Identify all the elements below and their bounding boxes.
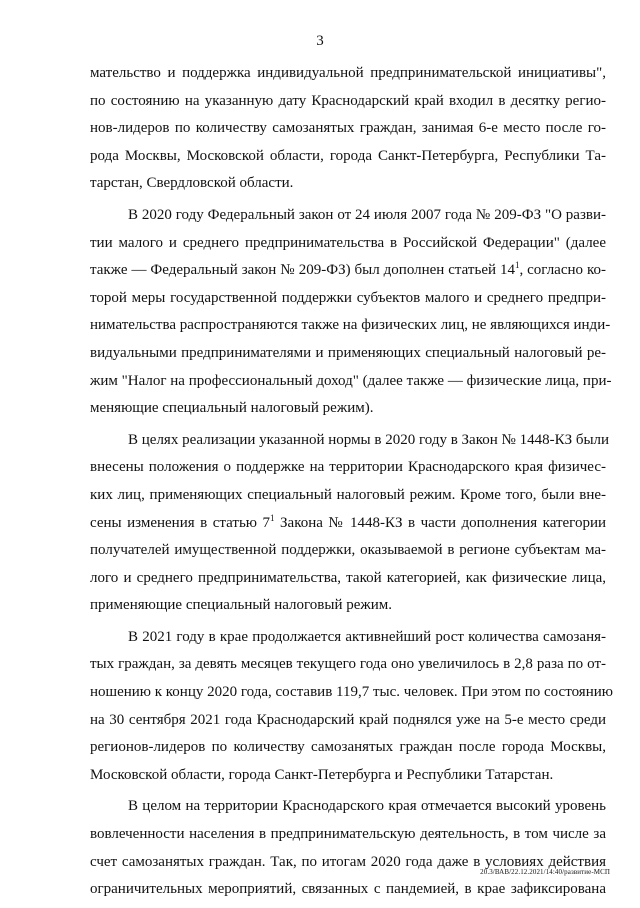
- text-line: В целях реализации указанной нормы в 2020 году в Закон № 1448-КЗ были: [128, 431, 610, 448]
- text-line: рода Москвы, Московской области, города Санкт-Петербурга, Республики Та-: [90, 147, 606, 164]
- text-line: меняющие специальный налоговый режим).: [90, 400, 374, 417]
- paragraph-1: [90, 60, 606, 198]
- text-line: вовлеченности населения в предпринимательскую деятельность, в том числе за: [90, 826, 606, 843]
- text-line: В целом на территории Краснодарского края отмечается высокий уровень: [128, 798, 606, 815]
- text-line: торой меры государственной поддержки субъектов малого и среднего предпри-: [90, 289, 606, 306]
- text-line: ких лиц, применяющих специальный налоговый режим. Кроме того, были вне-: [90, 486, 606, 503]
- text-line: регионов-лидеров по количеству самозанятых граждан после города Москвы,: [90, 739, 606, 756]
- article-superscript: 1: [514, 260, 520, 271]
- paragraph-3: [90, 427, 610, 620]
- page-number: 3: [316, 33, 324, 49]
- text-line: счет самозанятых граждан. Так, по итогам 2020 года даже в условиях действия: [90, 853, 606, 870]
- text-line: нов-лидеров по количеству самозанятых граждан, занимая 6-е место после го-: [90, 120, 606, 137]
- text-line: тых граждан, за девять месяцев текущего года оно увеличилось в 2,8 раза по от-: [90, 656, 606, 673]
- text-segment: сены изменения в статью 7: [90, 514, 271, 531]
- text-line: мательство и поддержка индивидуальной предпринимательской инициативы",: [90, 65, 606, 81]
- text-line: внесены положения о поддержке на территории Краснодарского края физичес-: [90, 459, 606, 476]
- text-line: жим "Налог на профессиональный доход" (далее также — физические лица, при-: [90, 372, 612, 389]
- text-line: ограничительных мероприятий, связанных с пандемией, в крае зафиксирована: [90, 881, 606, 898]
- text-segment: также — Федеральный закон № 209-ФЗ) был дополнен статьей 14: [90, 262, 515, 279]
- text-line: тии малого и среднего предпринимательства в Российской Федерации" (далее: [90, 234, 606, 251]
- article-superscript: 1: [270, 512, 275, 523]
- paragraph-4: [90, 624, 613, 790]
- text-line-with-superscript: [90, 257, 606, 285]
- text-segment: , согласно ко-: [519, 262, 606, 279]
- paragraph-2: [90, 202, 612, 423]
- text-line: ношению к концу 2020 года, составив 119,7 тыс. человек. При этом по состоянию: [90, 684, 613, 701]
- document-body: [90, 60, 613, 908]
- text-line: Московской области, города Санкт-Петербурга и Республики Татарстан.: [90, 766, 554, 783]
- text-line: нимательства распространяются также на физических лиц, не являющихся инди-: [90, 317, 611, 334]
- text-line: на 30 сентября 2021 года Краснодарский край поднялся уже на 5-е место среди: [90, 711, 606, 728]
- text-line: видуальными предпринимателями и применяющих специальный налоговый ре-: [90, 344, 606, 361]
- text-line: получателей имущественной поддержки, оказываемой в регионе субъектам ма-: [90, 542, 606, 559]
- text-line: лого и среднего предпринимательства, такой категорией, как физические лица,: [90, 569, 606, 586]
- text-line: тарстан, Свердловской области.: [90, 175, 294, 192]
- text-segment: Закона № 1448-КЗ в части дополнения категории: [274, 514, 607, 531]
- text-line: по состоянию на указанную дату Краснодарский край входил в десятку регио-: [90, 92, 606, 109]
- text-line: В 2020 году Федеральный закон от 24 июля 2007 года № 209-ФЗ "О разви-: [128, 206, 606, 223]
- text-line-with-superscript: [90, 510, 606, 538]
- text-line: В 2021 году в крае продолжается активнейший рост количества самозаня-: [128, 628, 606, 645]
- document-footer-code: 20.3/ВАВ/22.12.2021/14:40/развитие-МСП: [480, 868, 610, 876]
- paragraph-5: [90, 793, 606, 903]
- text-line: применяющие специальный налоговый режим.: [90, 597, 393, 614]
